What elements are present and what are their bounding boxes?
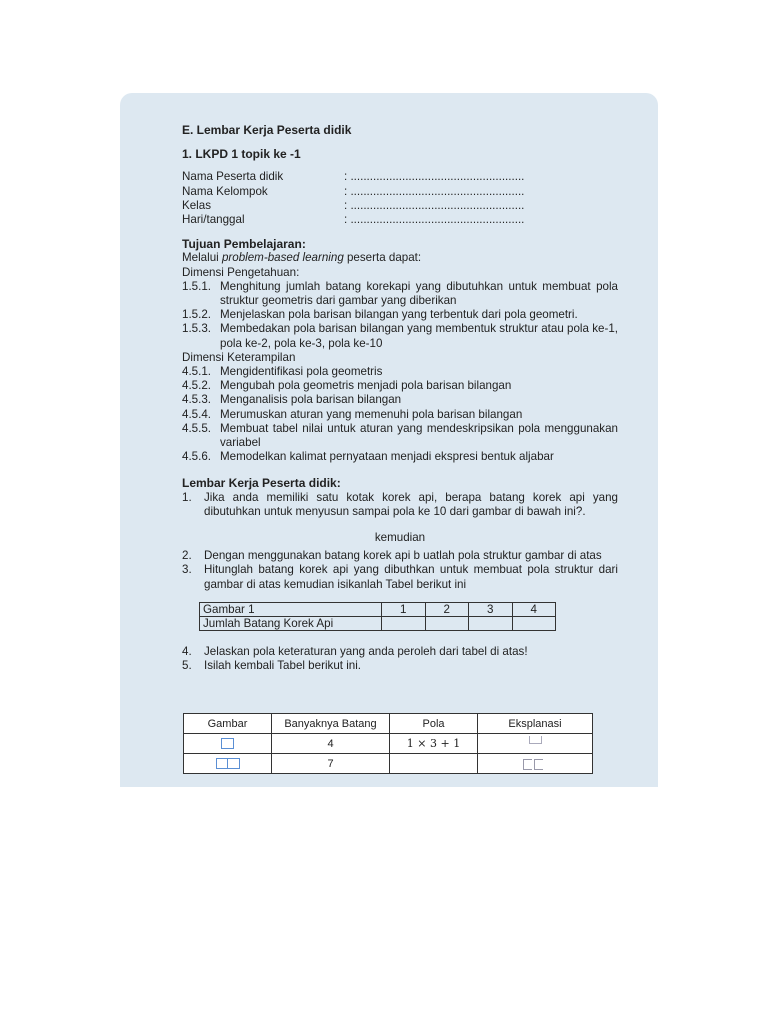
identity-field[interactable]: : ...................................................... [344,213,525,227]
table-cell-input[interactable] [512,616,556,630]
identity-label: Nama Kelompok [182,184,268,198]
matchstick-count-table [199,602,556,631]
objectives-intro: Melalui problem-based learning peserta dapat: [182,251,422,265]
table-row [200,602,556,616]
table-cell-input[interactable] [425,616,469,630]
identity-form [182,170,618,227]
skill-item: 4.5.5. Membuat tabel nilai untuk aturan yang mendeskripsikan pola menggunakan variabel [182,421,618,450]
pattern-table [183,713,593,774]
table-header-row [184,714,593,734]
table-cell [478,734,593,754]
skill-item: 4.5.2. Mengubah pola geometris menjadi pola barisan bilangan [182,379,512,393]
table-cell: 7 [272,754,390,774]
open-square-pattern-icon [529,736,542,744]
knowledge-dimension-label: Dimensi Pengetahuan: [182,265,300,279]
table-cell [184,754,272,774]
table-cell: Jumlah Batang Korek Api [200,616,382,630]
table-header: Gambar [184,714,272,734]
identity-label: Nama Peserta didik [182,170,284,184]
table-cell: 2 [425,602,469,616]
table-cell: 1 × 3 + 1 [390,734,478,754]
table-cell: 4 [512,602,556,616]
skill-item: 4.5.3. Menganalisis pola barisan bilangan [182,393,402,407]
two-square-pattern-icon [216,758,240,769]
knowledge-item: 1.5.1. Menghitung jumlah batang korekapi yang dibutuhkan untuk membuat pola struktur geometris dari gambar yang diberikan [182,279,618,308]
question-item: 5. Isilah kembali Tabel berikut ini. [182,659,362,673]
lkpd-title: 1. LKPD 1 topik ke -1 [182,147,301,162]
table-row [184,754,593,774]
worksheet-title: Lembar Kerja Peserta didik: [182,476,341,491]
one-square-pattern-icon [221,738,234,749]
skill-item: 4.5.4. Merumuskan aturan yang memenuhi pola barisan bilangan [182,407,523,421]
table-row [200,616,556,630]
table-cell-input[interactable] [382,616,426,630]
identity-label: Hari/tanggal [182,213,245,227]
question-item: 3. Hitunglah batang korek api yang dibuthkan untuk membuat pola struktur dari gambar di atas kemudian isikanlah Tabel berikut ini [182,563,618,591]
worksheet-content [182,123,618,673]
objectives-title: Tujuan Pembelajaran: [182,237,306,252]
section-title: E. Lembar Kerja Peserta didik [182,123,352,137]
table-header: Pola [390,714,478,734]
then-label: kemudian [374,531,426,545]
table-header: Banyaknya Batang [272,714,390,734]
question-item: 1. Jika anda memiliki satu kotak korek api, berapa batang korek api yang dibutuhkan untuk menyusun sampai pola ke 10 dari gambar di bawah ini?. [182,490,618,518]
skill-item: 4.5.6. Memodelkan kalimat pernyataan menjadi ekspresi bentuk aljabar [182,450,554,464]
table-header: Eksplanasi [478,714,593,734]
skill-item: 4.5.1. Mengidentifikasi pola geometris [182,365,383,379]
table-cell: 4 [272,734,390,754]
skill-dimension-label: Dimensi Keterampilan [182,350,296,364]
table-row [184,734,593,754]
question-item: 2. Dengan menggunakan batang korek api b uatlah pola struktur gambar di atas [182,549,602,563]
knowledge-item: 1.5.3. Membedakan pola barisan bilangan yang membentuk struktur atau pola ke-1, pola ke-2, pola ke-3, pola ke-10 [182,322,618,350]
identity-field[interactable]: : ...................................................... [344,170,525,184]
table-cell-input[interactable] [390,754,478,774]
identity-field[interactable]: : ...................................................... [344,184,525,198]
table-cell [184,734,272,754]
knowledge-item: 1.5.2. Menjelaskan pola barisan bilangan yang terbentuk dari pola geometri. [182,308,578,322]
table-cell: 1 [382,602,426,616]
question-item: 4. Jelaskan pola keteraturan yang anda peroleh dari tabel di atas! [182,644,528,658]
table-cell [478,754,593,774]
open-double-square-pattern-icon [523,759,547,768]
table-cell: 3 [469,602,513,616]
identity-label: Kelas [182,198,212,212]
table-cell-input[interactable] [469,616,513,630]
identity-field[interactable]: : ...................................................... [344,198,525,212]
table-cell: Gambar 1 [200,602,382,616]
